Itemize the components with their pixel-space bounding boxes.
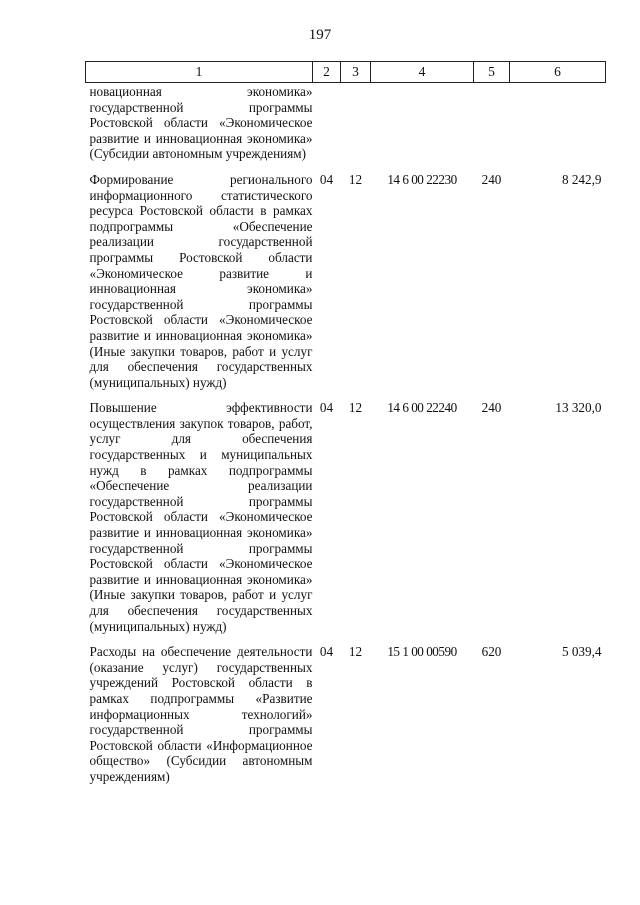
row-amount: 8 242,9 bbox=[561, 171, 602, 187]
row-expense-type: 240 bbox=[481, 171, 502, 187]
row-amount: 5 039,4 bbox=[561, 644, 602, 660]
row-section bbox=[313, 83, 341, 166]
row-section: 04 bbox=[319, 171, 334, 187]
budget-table bbox=[85, 61, 606, 789]
row-description: Повышение эффективности осуществления закупок товаров, работ, услуг для обеспечения государственных и муниципальных нужд в рамках подпрограммы «Обеспечение реализации государственной программы Ростовской области «Экономическое развитие и инновационная экономика» государственной программы Ростовской области «Экономическое развитие и инновационная экономика» (Иные закупки товаров, работ и услуг для обеспечения государственных (муниципальных) нужд) bbox=[89, 400, 313, 634]
table-row bbox=[86, 166, 606, 394]
row-subsection bbox=[341, 83, 371, 166]
row-target-article: 14 6 00 22240 bbox=[387, 400, 457, 416]
row-subsection: 12 bbox=[348, 644, 363, 660]
row-expense-type bbox=[474, 83, 510, 166]
page-number: 197 bbox=[308, 27, 332, 43]
header-col-2: 2 bbox=[313, 62, 341, 83]
row-expense-type: 620 bbox=[481, 644, 502, 660]
table-header-row bbox=[86, 62, 606, 83]
header-col-6: 6 bbox=[510, 62, 606, 83]
table-row bbox=[86, 394, 606, 638]
row-description: новационная экономика» государственной программы Ростовской области «Экономическое развитие и инновационная экономика» (Субсидии автономным учреждениям) bbox=[89, 84, 313, 162]
header-col-1: 1 bbox=[86, 62, 313, 83]
header-col-4: 4 bbox=[371, 62, 474, 83]
row-section: 04 bbox=[319, 400, 334, 416]
row-target-article: 15 1 00 00590 bbox=[387, 644, 457, 660]
row-amount bbox=[510, 83, 606, 166]
row-subsection: 12 bbox=[348, 171, 363, 187]
row-target-article: 14 6 00 22230 bbox=[387, 171, 457, 187]
table-row bbox=[86, 83, 606, 166]
row-description: Формирование регионального информационного статистического ресурса Ростовской области в рамках подпрограммы «Обеспечение реализации государственной программы Ростовской области «Экономическое развитие и инновационная экономика» государственной программы Ростовской области «Экономическое развитие и инновационная экономика» (Иные закупки товаров, работ и услуг для обеспечения государственных (муниципальных) нужд) bbox=[89, 171, 313, 390]
row-section: 04 bbox=[319, 644, 334, 660]
row-amount: 13 320,0 bbox=[555, 400, 602, 416]
row-description: Расходы на обеспечение деятельности (оказание услуг) государственных учреждений Ростовской области в рамках подпрограммы «Развитие информационных технологий» государственной программы Ростовской области «Информационное общество» (Субсидии автономным учреждениям) bbox=[89, 644, 313, 784]
row-expense-type: 240 bbox=[481, 400, 502, 416]
header-col-3: 3 bbox=[341, 62, 371, 83]
row-target-article bbox=[371, 83, 474, 166]
table-row bbox=[86, 638, 606, 788]
row-subsection: 12 bbox=[348, 400, 363, 416]
header-col-5: 5 bbox=[474, 62, 510, 83]
